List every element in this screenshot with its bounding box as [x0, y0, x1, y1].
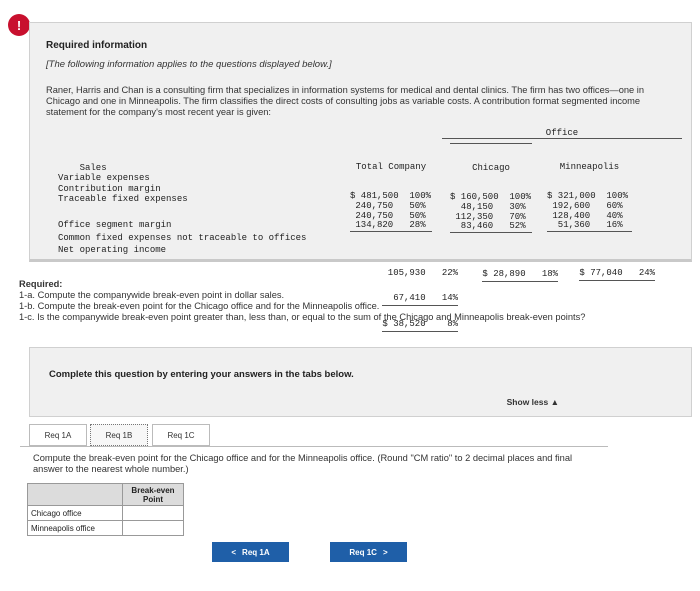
- complete-question-box: [29, 347, 692, 417]
- minneapolis-break-even-input[interactable]: [123, 522, 183, 534]
- office-header: Office: [442, 128, 682, 139]
- total-company-values: $ 481,500 100% 240,750 50% 240,750 50% 134,820 28%: [350, 190, 432, 231]
- chicago-header: Chicago: [472, 162, 510, 173]
- chevron-left-icon: <: [231, 547, 237, 557]
- chicago-office-label: Chicago office: [28, 506, 123, 521]
- row-labels-lower: Office segment margin Common fixed expenses not traceable to offices Net operating income: [58, 220, 307, 255]
- total-company-header: Total Company: [355, 161, 427, 172]
- table-row: [28, 521, 184, 536]
- chicago-segment-margin: $ 28,890 18%: [482, 268, 558, 282]
- chicago-break-even-input[interactable]: [123, 507, 183, 519]
- required-information-subtitle: [The following information applies to the questions displayed below.]: [46, 59, 332, 70]
- row-labels-upper: Sales Variable expenses Contribution margin Traceable fixed expenses: [58, 162, 188, 204]
- required-item: 1-c. Is the companywide break-even point greater than, less than, or equal to the sum of the Chicago and Minneapolis break-even points?: [19, 312, 586, 322]
- required-item: 1-a. Compute the companywide break-even point in dollar sales.: [19, 290, 285, 300]
- prev-req-1a-button[interactable]: [212, 542, 289, 562]
- minneapolis-values: $ 321,000 100% 192,600 60% 128,400 40% 51,360 16%: [547, 192, 632, 232]
- chicago-break-even-cell: [123, 506, 184, 521]
- required-information-title: Required information: [46, 40, 148, 51]
- next-req-1c-button[interactable]: [330, 542, 407, 562]
- required-section: [19, 279, 629, 323]
- minneapolis-segment-margin: $ 77,040 24%: [579, 267, 655, 281]
- minneapolis-header: Minneapolis: [559, 161, 620, 172]
- show-less-toggle[interactable]: Show less ▲: [506, 397, 559, 407]
- tab-req-1c[interactable]: Req 1C: [152, 424, 210, 446]
- prev-button-label: Req 1A: [242, 547, 270, 557]
- break-even-table: [27, 483, 184, 536]
- table-header-blank: [28, 484, 123, 506]
- total-segment-margin: 105,930 22%: [382, 268, 459, 279]
- tab-panel-divider: [20, 446, 608, 448]
- problem-description: Raner, Harris and Chan is a consulting firm that specializes in information systems for medical and dental clinics. The firm has two offices—one in Chicago and one in Minneapolis. The firm classifies the direct costs of consulting jobs as variable costs. A contribution format segmented income statement for the company's most recent year is given:: [46, 85, 645, 117]
- chevron-right-icon: >: [382, 547, 388, 557]
- minneapolis-office-label: Minneapolis office: [28, 521, 123, 536]
- alert-icon: !: [8, 14, 30, 36]
- chicago-values: $ 160,500 100% 48,150 30% 112,350 70% 83,460 52%: [450, 191, 532, 232]
- next-button-label: Req 1C: [349, 547, 377, 557]
- total-common-fixed: 67,410 14%: [382, 292, 458, 306]
- break-even-point-header: Break-even Point: [123, 484, 184, 506]
- total-net-operating-income: $ 38,520 8%: [382, 318, 458, 332]
- tab-instructions: Compute the break-even point for the Chicago office and for the Minneapolis office. (Round "CM ratio" to 2 decimal places and final answer to the nearest whole number.): [33, 453, 573, 474]
- table-row: [28, 506, 184, 521]
- tab-req-1b[interactable]: Req 1B: [90, 424, 148, 446]
- tab-req-1a[interactable]: Req 1A: [29, 424, 87, 446]
- complete-instruction: Complete this question by entering your answers in the tabs below.: [49, 369, 354, 380]
- required-item: 1-b. Compute the break-even point for the Chicago office and for the Minneapolis office.: [19, 301, 380, 311]
- income-statement-row-labels: [58, 152, 306, 278]
- total-company-column: [350, 143, 459, 364]
- minneapolis-break-even-cell: [123, 521, 184, 536]
- required-title: Required:: [19, 279, 63, 289]
